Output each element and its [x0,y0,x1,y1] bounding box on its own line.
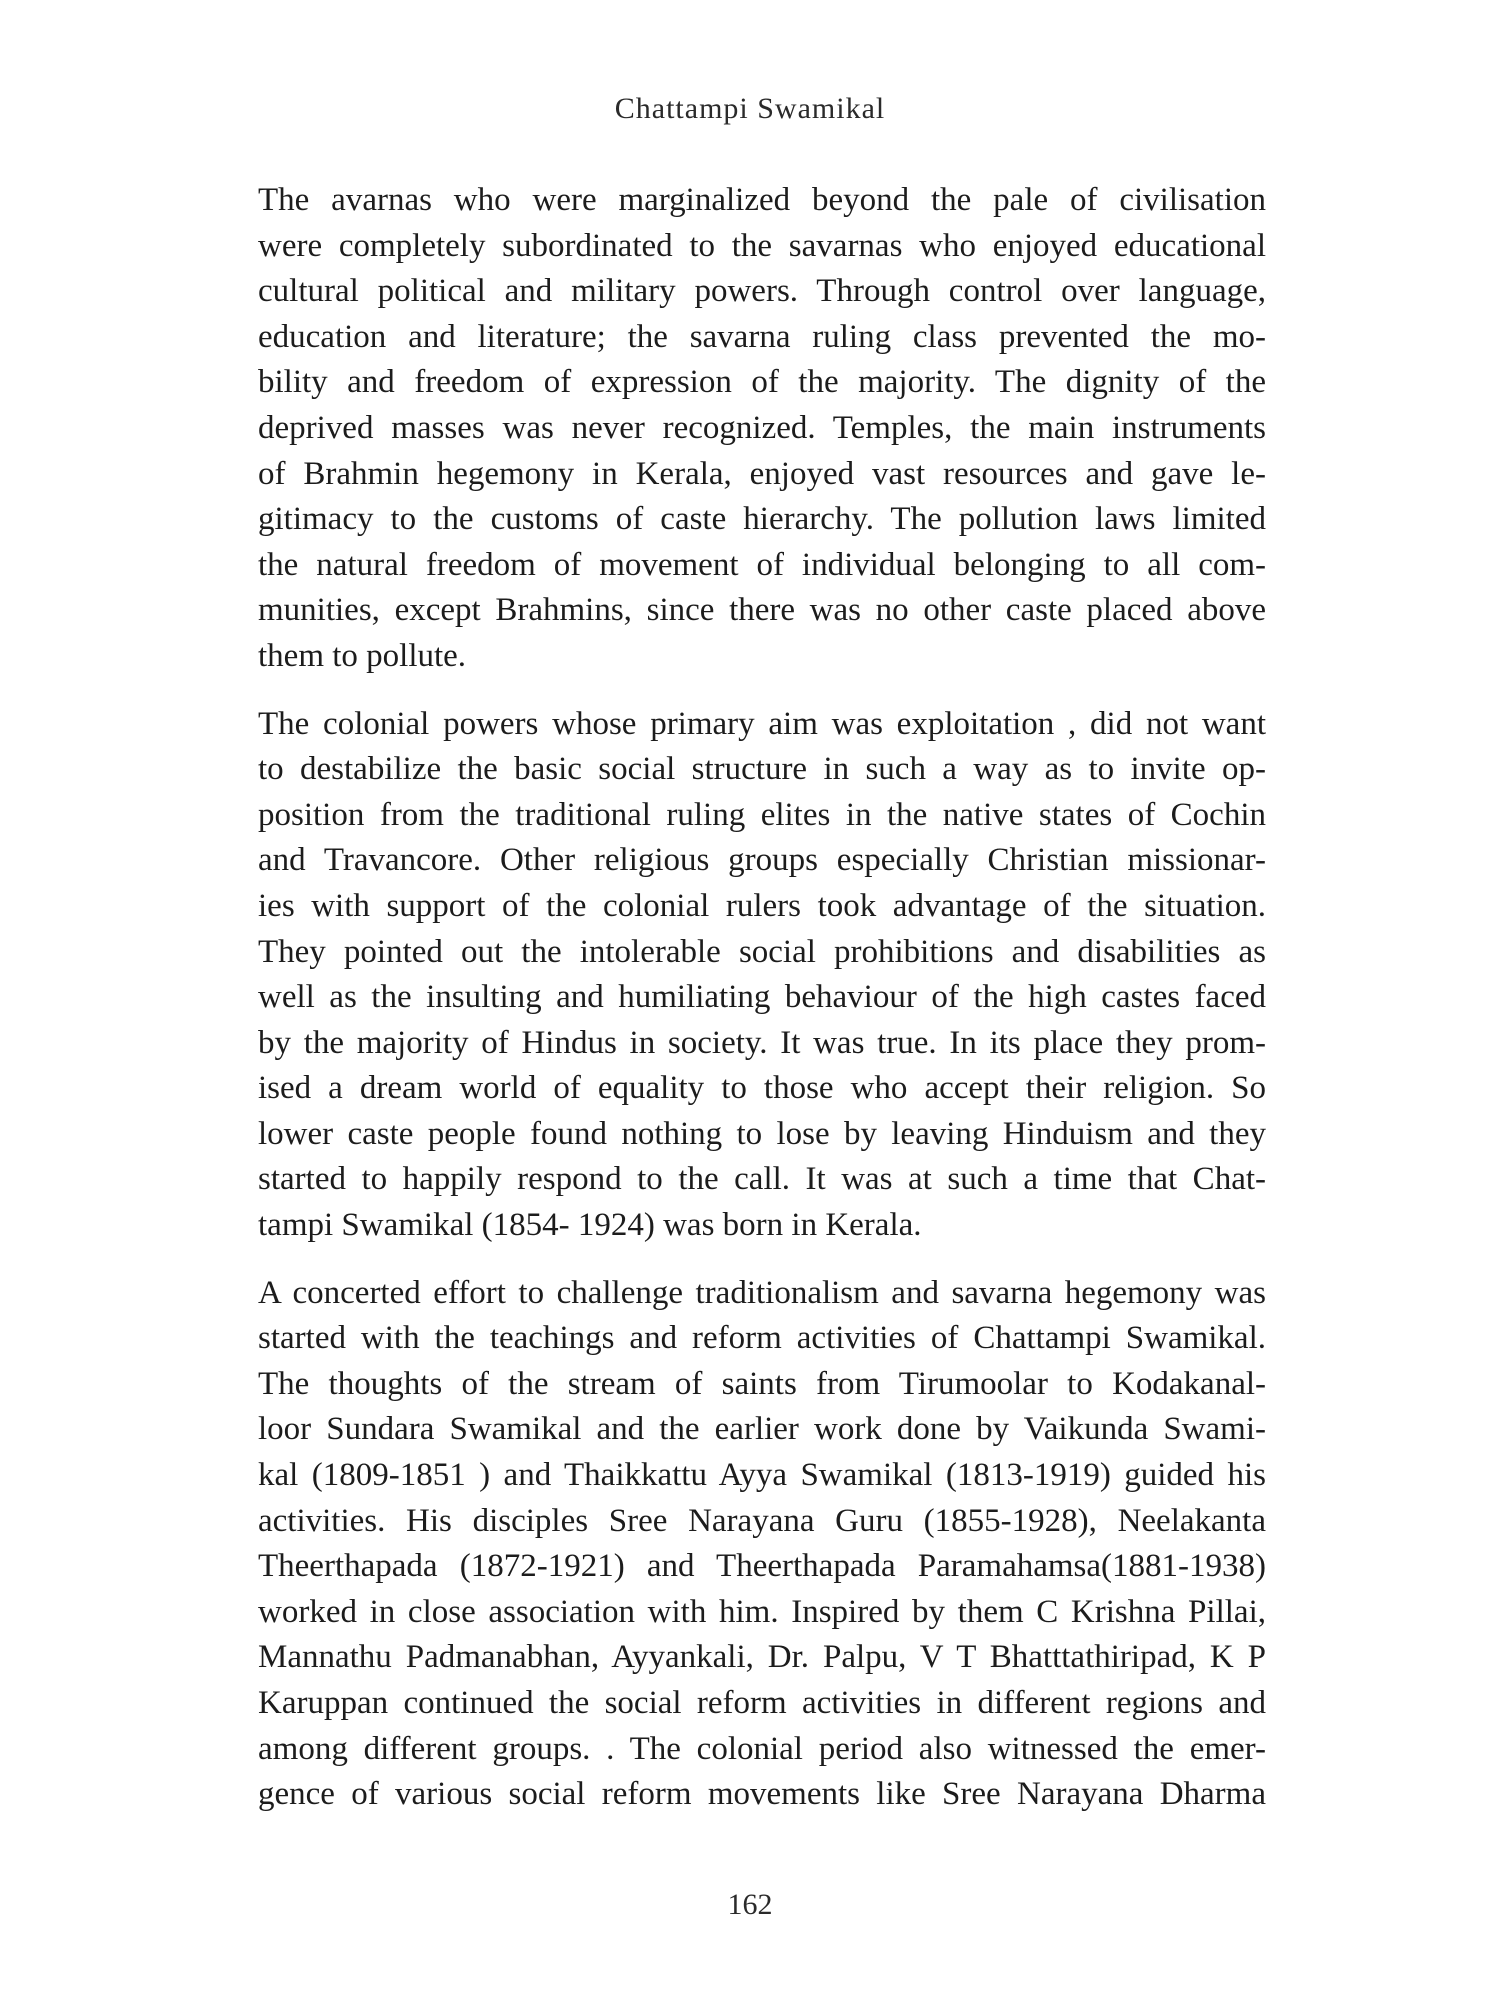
text-line: gence of various social reform movements like Sree Narayana Dharma [258,1776,1266,1813]
text-line: cultural political and military powers. Through control over language, [258,273,1266,310]
body-text [258,178,1266,1840]
page-number: 162 [727,1888,773,1921]
running-header: Chattampi Swamikal [614,92,886,125]
text-line: among different groups. . The colonial period also witnessed the emer- [258,1730,1266,1767]
text-line: were completely subordinated to the savarnas who enjoyed educational [258,227,1266,264]
text-line: bility and freedom of expression of the majority. The dignity of the [258,364,1266,401]
text-line: ies with support of the colonial rulers took advantage of the situation. [258,887,1266,924]
paragraph-1 [258,178,1266,680]
text-line: well as the insulting and humiliating behaviour of the high castes faced [258,979,1266,1016]
text-line: position from the traditional ruling elites in the native states of Cochin [258,796,1266,833]
paragraph-3 [258,1271,1266,1818]
text-line: started with the teachings and reform activities of Chattampi Swamikal. [258,1320,1266,1357]
text-line: deprived masses was never recognized. Temples, the main instruments [258,409,1266,446]
text-line: lower caste people found nothing to lose by leaving Hinduism and they [258,1115,1266,1152]
text-line: kal (1809-1851 ) and Thaikkattu Ayya Swamikal (1813-1919) guided his [258,1457,1266,1494]
text-line: them to pollute. [258,637,467,674]
text-line: Mannathu Padmanabhan, Ayyankali, Dr. Palpu, V T Bhatttathiripad, K P [258,1639,1266,1676]
text-line: Karuppan continued the social reform activities in different regions and [258,1685,1266,1721]
text-line: Theerthapada (1872-1921) and Theerthapada Paramahamsa(1881-1938) [258,1548,1266,1585]
text-line: and Travancore. Other religious groups especially Christian missionar- [258,842,1266,879]
text-line: The avarnas who were marginalized beyond the pale of civilisation [258,182,1266,218]
text-line: worked in close association with him. Inspired by them C Krishna Pillai, [258,1593,1266,1630]
text-line: the natural freedom of movement of individual belonging to all com- [258,546,1266,583]
text-line: loor Sundara Swamikal and the earlier work done by Vaikunda Swami- [258,1411,1266,1448]
text-line: to destabilize the basic social structure in such a way as to invite op- [258,751,1266,788]
text-line: ised a dream world of equality to those who accept their religion. So [258,1070,1266,1107]
text-line: gitimacy to the customs of caste hierarchy. The pollution laws limited [258,501,1266,538]
text-line: A concerted effort to challenge traditionalism and savarna hegemony was [258,1274,1266,1311]
text-line: The thoughts of the stream of saints from Tirumoolar to Kodakanal- [258,1365,1266,1402]
text-line: tampi Swamikal (1854- 1924) was born in Kerala. [258,1207,922,1244]
text-line: of Brahmin hegemony in Kerala, enjoyed vast resources and gave le- [258,455,1266,492]
text-line: The colonial powers whose primary aim was exploitation , did not want [258,705,1266,742]
paragraph-2 [258,702,1266,1249]
text-line: munities, except Brahmins, since there was no other caste placed above [258,592,1266,629]
text-line: activities. His disciples Sree Narayana Guru (1855-1928), Neelakanta [258,1502,1266,1539]
text-line: They pointed out the intolerable social prohibitions and disabilities as [258,933,1266,970]
text-line: by the majority of Hindus in society. It was true. In its place they prom- [258,1024,1266,1061]
text-line: education and literature; the savarna ruling class prevented the mo- [258,318,1266,355]
text-line: started to happily respond to the call. It was at such a time that Chat- [258,1161,1266,1198]
